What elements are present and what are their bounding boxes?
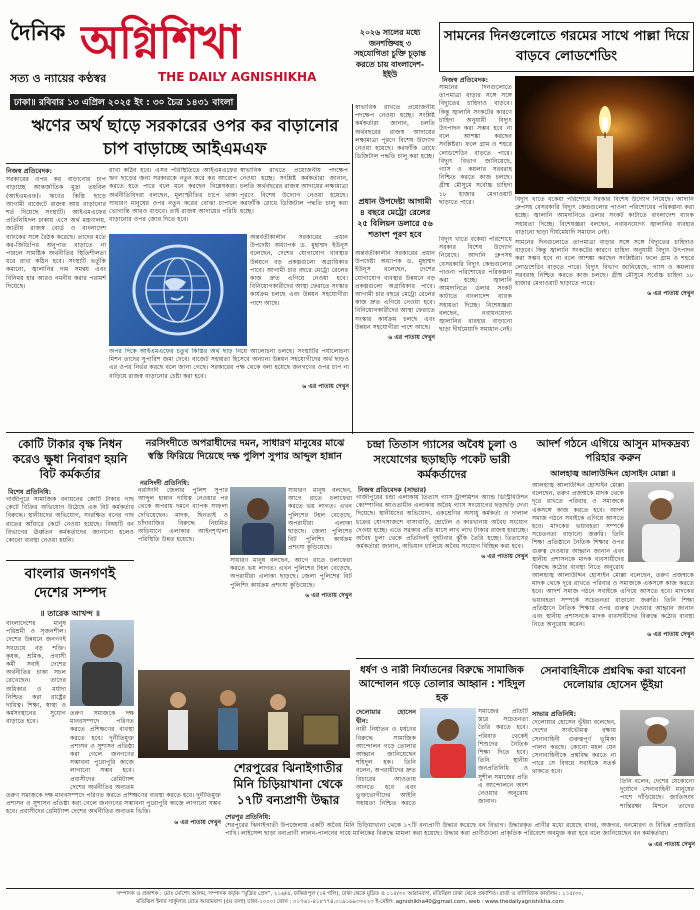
- interim-col: [355, 250, 435, 430]
- jonogon-col2: [6, 792, 221, 888]
- loadshed-text-2: বিদ্যুৎ খাতে বকেয়া পরিশোধে সরকার বিশেষ উদ্যোগ নিয়েছে। আদানি গ্রুপসহ বেসরকারি বিদ্যুৎ কেন্দ্রগুলোর পাওনা পরিশোধের পরিকল্পনা করা হচ্ছে। জ্বালানি আমদানিতে ডলার সংকট কাটাতে বাংলাদেশ ব্যাংক সহায়তা দিচ্ছে। বিশেষজ্ঞরা বলছেন, নবায়নযোগ্য জ্বালানির ব্যবহার বাড়ানো ছাড়া দীর্ঘমেয়াদি সমাধান নেই।: [515, 196, 694, 236]
- crowd-icon: [138, 670, 350, 758]
- loadshed-byline: নিজস্ব প্রতিবেদক:: [442, 76, 489, 84]
- jonogon-text-1: বাংলাদেশের মানুষ পরিশ্রমী ও সৃজনশীল। দেশের উন্নয়নে জনগণই সবচেয়ে বড় শক্তি। কৃষক, শ্রমিক, প্রবাসী কর্মী সবাই দেশের অর্থনীতির চাকা সচল রেখেছেন। তাদের অধিকার ও মর্যাদা নিশ্চিত করা রাষ্ট্রের দায়িত্ব। শিক্ষা, স্বাস্থ্য ও কর্মসংস্থানের সুযোগ বাড়াতে হবে।: [6, 620, 66, 726]
- footer-line-2[interactable]: মতিঝিল ইনার সার্কুলার রোড আরামবাগ (৫ম তলা) ঢাকা-১০০০। ফোন : ০১৭৬১-৪১৮৭৭৪,০১৯১৬৯৩৩২২৩ ই-মেইল: agnishikha40@gmail.com, web : www.thedailyagnishikha.com: [136, 899, 564, 905]
- footer: [6, 890, 694, 908]
- jonogon-photo: [70, 620, 134, 706]
- titas-byline: নিজস্ব প্রতিবেদক (সাভার): [358, 486, 427, 494]
- loadshed-col3: [439, 236, 512, 426]
- interim-col-top: [355, 104, 435, 194]
- nars-headline[interactable]: নরসিংদীতে অপরাধীদের দমন, সাধারণ মানুষের মাঝে স্বস্তি ফিরিয়ে দিয়েছে দক্ষ পুলিশ সুপার আব্দুল হান্নান: [145, 438, 345, 462]
- army-headline[interactable]: সেনাবাহিনীকে প্রশ্নবিদ্ধ করা যাবেনা দেলোয়ার হোসেন ভূঁইয়া: [540, 665, 686, 691]
- tree-headline[interactable]: কোটি টাকার বৃক্ষ নিধন করেও ক্ষুধা নিবারণ হয়নি বিট কর্মকর্তার: [12, 437, 128, 481]
- nars-col2: [230, 557, 352, 665]
- women-text-2: সমাজের প্রতিটি স্তরে সচেতনতা তৈরি করতে হবে। পরিবার থেকেই শিশুদের নৈতিক শিক্ষা দিতে হবে। তিনি স্থানীয় জনপ্রতিনিধি ও সুশীল সমাজের প্রতি এ আন্দোলনে অংশ নেওয়ার অনুরোধ জানান।: [478, 708, 528, 806]
- divider: [356, 658, 694, 659]
- police-photo: [230, 487, 286, 555]
- loadshed-text-1: সামনের দিনগুলোতে তাপমাত্রা বাড়ার সঙ্গে সঙ্গে বিদ্যুতের চাহিদাও বাড়বে। কিন্তু জ্বালানি সংকটের কারণে চাহিদা অনুযায়ী বিদ্যুৎ উৎপাদন করা সম্ভব হবে না বলে আশঙ্কা করছেন সংশ্লিষ্টরা। ফলে গ্রাম ও শহরে লোডশেডিং বাড়তে পারে। বিদ্যুৎ বিভাগ জানিয়েছে, গ্যাস ও কয়লার সরবরাহ নিশ্চিত করতে কাজ চলছে। গ্রীষ্ম মৌসুমে সর্বোচ্চ চাহিদা ১৮ হাজার মেগাওয়াট ছাড়াতে পারে।: [439, 84, 512, 206]
- imf-col2: [109, 167, 237, 231]
- imf-lower: [109, 348, 349, 430]
- titas-headline[interactable]: চন্দ্রা তিতাস গ্যাসের অবৈধ চুলা ও সংযোগের ছড়াছড়ি পকেট ভারী কর্মকর্তাদের: [366, 438, 518, 481]
- jonogon-col3: [70, 710, 134, 790]
- zoo-continued[interactable]: ৬ এর পাতায় দেখুন: [648, 840, 695, 848]
- imf-text-1: সরকারের ওপর কর বাড়ানোর চাপ বাড়াচ্ছে আন্তর্জাতিক মুদ্রা তহবিল (আইএমএফ)। ঋণের কিস্তি ছাড়ে আগামী বাজেটে রাজস্ব আয় বাড়ানোর শর্ত দিয়েছে সংস্থাটি। আইএমএফের প্রতিনিধিদল ঢাকায় এসে অর্থ মন্ত্রণালয়, জাতীয় রাজস্ব বোর্ড ও বাংলাদেশ ব্যাংকের সঙ্গে বৈঠক করেছে। তাদের মতে কর-জিডিপির অনুপাত বাড়াতে না পারলে সামষ্টিক অর্থনীতির স্থিতিশীলতা ধরে রাখা কঠিন হবে। সংস্থাটি ভর্তুকি কমানো, জ্বালানির দাম সমন্বয় এবং বিনিময় হার আরও নমনীয় করার পরামর্শ দিয়েছে।: [6, 176, 106, 290]
- nars-byline: নরসিংদী প্রতিনিধি:: [140, 479, 190, 487]
- nars-col1: [138, 487, 228, 637]
- person-icon: [620, 710, 694, 776]
- women-headline[interactable]: ধর্ষণ ও নারী নির্যাতনের বিরুদ্ধে সামাজিক আন্দোলন গড়ে তোলার আহ্বান : শহিদুল হক: [358, 665, 526, 704]
- adarsha-headline[interactable]: আদর্শ গঠনে এগিয়ে আসুন মাদকদ্রব্য পরিহার করুন: [536, 438, 690, 464]
- tree-body: গাজীপুরে সামাজিক বনায়নের কোটি টাকার গাছ কেটে বিক্রির অভিযোগ উঠেছে এক বিট কর্মকর্তার বিরুদ্ধে। স্থানীয়দের অভিযোগ, সংরক্ষিত বনের গাছ রাতের আঁধারে কেটে নেওয়া হয়েছে। বিষয়টি বন বিভাগের ঊর্ধ্বতন কর্মকর্তাদের জানানো হলেও কোনো ব্যবস্থা নেওয়া হয়নি।: [6, 496, 134, 545]
- loadshed-continued[interactable]: ৬ এর পাতায় দেখুন: [647, 290, 694, 298]
- titas-text: গাজীপুরের চন্দ্রা এলাকায় তিতাস গ্যাস ট্রান্সমিশন অ্যান্ড ডিস্ট্রিবিউশন কোম্পানির আওতাধীন এলাকায় অবৈধ গ্যাস সংযোগের ছড়াছড়ি দেখা দিয়েছে। স্থানীয়দের অভিযোগ, একশ্রেণির অসাধু কর্মকর্তা ও দালাল চক্রের যোগসাজশে বাসাবাড়ি, হোটেল ও কারখানায় অবৈধ সংযোগ দেওয়া হচ্ছে। এতে সরকার প্রতি মাসে লাখ লাখ টাকার রাজস্ব হারাচ্ছে। অবৈধ চুলা থেকে প্রতিদিনই দুর্ঘটনার ঝুঁকি তৈরি হচ্ছে। তিতাসের কর্মকর্তারা জানান, অভিযান চালিয়ে অবৈধ সংযোগ বিচ্ছিন্ন করা হবে।: [356, 494, 528, 551]
- nars-continued[interactable]: ৬ এর পাতায় দেখুন: [305, 591, 352, 599]
- imf-text-lower: অপর দিকে আইএমএফের চতুর্থ কিস্তির অর্থ ছাড় নিয়ে আলোচনা চলছে। সংস্থাটির পর্যালোচনা মিশন তাদের সুপারিশ জমা দেবে। বাজেট সহায়তা হিসেবে অন্যান্য উন্নয়ন সহযোগীদের অর্থ ছাড়ও এর ওপর নির্ভর করছে বলে জানা গেছে। সরকারের পক্ষ থেকে বলা হয়েছে জনগণের ওপর চাপ না বাড়িয়ে রাজস্ব বাড়ানোর চেষ্টা করা হবে।: [109, 348, 349, 380]
- jonogon-col1: [6, 620, 66, 790]
- army-col1: [532, 710, 616, 810]
- masthead-english-name: THE DAILY AGNISHIKHA: [158, 70, 317, 84]
- titas-col: [356, 494, 528, 654]
- zoo-col: [225, 813, 695, 883]
- adarsha-text-2: আলহাজ্ব আলাউদ্দিন হোসাইন মোল্লা বলেছেন, তরুণ প্রজন্মকে মাদক থেকে দূরে রাখতে পরিবার ও সমাজকে একসঙ্গে কাজ করতে হবে। আদর্শ সমাজ গঠনে সবাইকে এগিয়ে আসতে হবে। মাদকের ভয়াবহতা সম্পর্কে সচেতনতা বাড়ানো জরুরি। তিনি শিক্ষা প্রতিষ্ঠানে নৈতিক শিক্ষার ওপর গুরুত্ব দেওয়ার আহ্বান জানান এবং স্থানীয় প্রশাসনকে মাদক ব্যবসায়ীদের বিরুদ্ধে কঠোর ব্যবস্থা নিতে অনুরোধ করেন।: [532, 572, 694, 629]
- imf-col3: [240, 167, 348, 231]
- women-col2: [478, 708, 528, 808]
- loadshed-text-4: বিদ্যুৎ খাতে বকেয়া পরিশোধে সরকার বিশেষ উদ্যোগ নিয়েছে। আদানি গ্রুপসহ বেসরকারি বিদ্যুৎ কেন্দ্রগুলোর পাওনা পরিশোধের পরিকল্পনা করা হচ্ছে। জ্বালানি আমদানিতে ডলার সংকট কাটাতে বাংলাদেশ ব্যাংক সহায়তা দিচ্ছে। বিশেষজ্ঞরা বলছেন, নবায়নযোগ্য জ্বালানির ব্যবহার বাড়ানো ছাড়া দীর্ঘমেয়াদি সমাধান নেই।: [439, 236, 512, 334]
- person-icon: [628, 482, 694, 562]
- jonogon-text-3: তরুণ সমাজকে দক্ষ মানবসম্পদে পরিণত করতে প্রশিক্ষণের ব্যবস্থা করতে হবে। দুর্নীতিমুক্ত প্রশাসন ও সুশাসন প্রতিষ্ঠা করা গেলে জনগণের সম্ভাবনা পুরোপুরি কাজে লাগানো সম্ভব হবে। প্রবাসীদের রেমিট্যান্স দেশের অর্থনীতির অন্যতম: [70, 710, 134, 790]
- person-icon: [70, 620, 134, 706]
- adarsha-photo: [628, 482, 694, 562]
- adarsha-subhead: আলহাজ্ব আলাউদ্দিন হোসাইন মোল্লা ॥: [550, 469, 676, 478]
- imf-text-2: রাখা কঠিন হবে। এসব পরিস্থিতিতে আইএমএফের ঋণ ছাড়ের জন্য সরকারকে নতুন করে কর আরোপ করতে হতে পারে বলে মনে করছেন বিশ্লেষকরা। অর্থনীতিবিদরা বলছেন, মূল্যস্ফীতির চাপে থাকা সাধারণ মানুষের ওপর নতুন করের বোঝা চাপালে ভোগান্তি আরও বাড়বে। তাই রাজস্ব আদায়ের পরিধি বাড়ানোর ওপর জোর দিতে হবে।: [109, 167, 237, 224]
- masthead-logo: অগ্নিশিখা: [80, 15, 241, 69]
- footer-divider: [6, 888, 694, 889]
- imf-logo-photo: [109, 234, 247, 346]
- zoo-headline[interactable]: শেরপুরের ঝিনাইগাতীর মিনি চিড়িয়াখানা থেকে ১৭টি বন্যপ্রাণী উদ্ধার: [233, 761, 343, 807]
- nars-text-3: সাধারণ মানুষ বলছেন, আগে রাতে চলাফেরা করতে ভয় লাগত। এখন পুলিশের টহল বেড়েছে, অপরাধীরা এলাকা ছাড়ছে। জেলা পুলিশের বিট পুলিশিং কার্যক্রম প্রশংসা কুড়িয়েছে।: [288, 487, 352, 552]
- imf-text-3: স্বাভাবিক রাখতে প্রয়োজনীয় পদক্ষেপ নেওয়া হচ্ছে। সংশ্লিষ্ট কর্মকর্তারা জানান, চলতি অর্থবছরের রাজস্ব আদায়ের লক্ষ্যমাত্রা পূরণে বিশেষ উদ্যোগ নেওয়া হয়েছে। করফাঁকি রোধে ডিজিটাল পদ্ধতি চালু করা হচ্ছে।: [240, 167, 348, 216]
- dateline: ঢাকা॥ রবিবার ১৩ এপ্রিল ২০২৫ ইং : ৩০ চৈত্র ১৪৩১ বাংলা: [10, 94, 237, 110]
- column-divider: [352, 104, 353, 434]
- loadshed-box: [439, 22, 694, 72]
- zoo-byline: শেরপুর প্রতিনিধি:: [225, 813, 271, 821]
- army-photo: [620, 710, 694, 776]
- imf-seal-icon: [109, 234, 247, 346]
- jonogon-text-2: তরুণ সমাজকে দক্ষ মানবসম্পদে পরিণত করতে প্রশিক্ষণের ব্যবস্থা করতে হবে। দুর্নীতিমুক্ত প্রশাসন ও সুশাসন প্রতিষ্ঠা করা গেলে জনগণের সম্ভাবনা পুরোপুরি কাজে লাগানো সম্ভব হবে। প্রবাসীদের রেমিট্যান্স দেশের অর্থনীতির অন্যতম ভিত্তি।: [6, 792, 221, 816]
- person-icon: [420, 708, 476, 778]
- promo-text: ২০২৬ সালের মধ্যে জনশক্তিবহ ৩ সহযোগিতা চুক্তি চূড়ান্ত করতে চায় বাংলাদেশ-ইইউ: [354, 28, 426, 79]
- imf-text-4: অন্তর্বর্তীকালীন সরকারের প্রধান উপদেষ্টা অধ্যাপক ড. মুহাম্মদ ইউনূস বলেছেন, দেশের যোগাযোগ ব্যবস্থার উন্নয়নে বড় প্রকল্পগুলো অগ্রাধিকার পাবে। আগামী চার বছরে মেট্রো রেলের কাজ দ্রুত এগিয়ে নেওয়া হবে। বিনিয়োগকারীদের আস্থা ফেরাতে সংস্কার কার্যক্রম চলছে এবং উন্নয়ন সহযোগীরা পাশে আছে।: [250, 234, 348, 307]
- interim-headline[interactable]: প্রধান উপদেষ্টা আগামী ৪ বছরে মেট্রো রেলের ২৫ বিলিয়ন ডলারে ৫৬ শতাংশ পূরণ হবে: [357, 197, 433, 239]
- adarsha-col2: [532, 572, 694, 662]
- divider: [6, 432, 694, 433]
- masthead-tagline: সত্য ও ন্যায়ের কণ্ঠস্বর: [10, 72, 107, 85]
- nars-text-2: সাধারণ মানুষ বলছেন, আগে রাতে চলাফেরা করতে ভয় লাগত। এখন পুলিশের টহল বেড়েছে, অপরাধীরা এলাকা ছাড়ছে। জেলা পুলিশের বিট পুলিশিং কার্যক্রম প্রশংসা কুড়িয়েছে।: [230, 557, 352, 589]
- jonogon-headline[interactable]: বাংলার জনগণই দেশের সম্পদ: [24, 566, 116, 601]
- tree-byline: বিশেষ প্রতিনিধি:: [8, 488, 52, 496]
- loadshed-col2: [515, 196, 694, 426]
- divider: [6, 163, 350, 164]
- promo-box[interactable]: [352, 28, 428, 102]
- nars-col3: [288, 487, 352, 555]
- army-text-2: তিনি বলেন, দেশের যেকোনো দুর্যোগে সেনাবাহিনী মানুষের পাশে দাঁড়িয়েছে। জাতিসংঘ শান্তিরক্ষা মিশনে তাদের: [620, 778, 694, 810]
- adarsha-continued[interactable]: ৬ এর পাতায় দেখুন: [647, 631, 694, 639]
- interim-text-top: স্বাভাবিক রাখতে প্রয়োজনীয় পদক্ষেপ নেওয়া হচ্ছে। সংশ্লিষ্ট কর্মকর্তারা জানান, চলতি অর্থবছরের রাজস্ব আদায়ের লক্ষ্যমাত্রা পূরণে বিশেষ উদ্যোগ নেওয়া হয়েছে। করফাঁকি রোধে ডিজিটাল পদ্ধতি চালু করা হচ্ছে।: [355, 104, 435, 161]
- loadshed-headline[interactable]: সামনের দিনগুলোতে গরমের সাথে পাল্লা দিয়ে বাড়বে লোডশেডিং: [443, 28, 690, 64]
- imf-col4: [250, 234, 348, 346]
- imf-headline[interactable]: ঋণের অর্থ ছাড়ে সরকারের ওপর কর বাড়ানোর চাপ বাড়াচ্ছে আইএমএফ: [31, 116, 339, 158]
- jonogon-continued[interactable]: ৬ এর পাতায় দেখুন: [174, 818, 221, 826]
- interim-continued[interactable]: ৬ এর পাতায় দেখুন: [388, 334, 435, 342]
- imf-byline: নিজস্ব প্রতিবেদক:: [6, 167, 53, 175]
- zoo-text: শেরপুরের ঝিনাইগাতী উপজেলায় একটি অবৈধ মিনি চিড়িয়াখানা থেকে ১৭টি বন্যপ্রাণী উদ্ধার করেছে বন বিভাগ। উদ্ধারকৃত প্রাণীর মধ্যে রয়েছে বানর, অজগর, বনমোরগ ও বিভিন্ন প্রজাতির পাখি। লাইসেন্স ছাড়া বন্যপ্রাণী লালন-পালনের দায়ে মালিকের বিরুদ্ধে মামলা করা হয়েছে। উদ্ধার করা প্রাণীগুলো প্রাকৃতিক পরিবেশে অবমুক্ত করা হবে বলে জানিয়েছেন বন কর্মকর্তারা।: [225, 822, 695, 838]
- jonogon-byline: ॥ তারেক আখন্দ ॥: [40, 609, 100, 618]
- masthead-prefix: দৈনিক: [10, 20, 66, 46]
- tree-text: [6, 496, 134, 552]
- interim-text: অন্তর্বর্তীকালীন সরকারের প্রধান উপদেষ্টা অধ্যাপক ড. মুহাম্মদ ইউনূস বলেছেন, দেশের যোগাযোগ ব্যবস্থার উন্নয়নে বড় প্রকল্পগুলো অগ্রাধিকার পাবে। আগামী চার বছরে মেট্রো রেলের কাজ দ্রুত এগিয়ে নেওয়া হবে। বিনিয়োগকারীদের আস্থা ফেরাতে সংস্কার কার্যক্রম চলছে এবং উন্নয়ন সহযোগীরা পাশে আছে।: [355, 250, 435, 331]
- titas-continued[interactable]: ৬ এর পাতায় দেখুন: [481, 553, 528, 561]
- women-col1: [356, 708, 416, 808]
- adarsha-col1: [532, 482, 624, 572]
- army-col2: [620, 778, 694, 810]
- loadshed-col1: [439, 84, 512, 234]
- loadshed-text-3: সামনের দিনগুলোতে তাপমাত্রা বাড়ার সঙ্গে সঙ্গে বিদ্যুতের চাহিদাও বাড়বে। কিন্তু জ্বালানি সংকটের কারণে চাহিদা অনুযায়ী বিদ্যুৎ উৎপাদন করা সম্ভব হবে না বলে আশঙ্কা করছেন সংশ্লিষ্টরা। ফলে গ্রাম ও শহরে লোডশেডিং বাড়তে পারে। বিদ্যুৎ বিভাগ জানিয়েছে, গ্যাস ও কয়লার সরবরাহ নিশ্চিত করতে কাজ চলছে। গ্রীষ্ম মৌসুমে সর্বোচ্চ চাহিদা ১৮ হাজার মেগাওয়াট ছাড়াতে পারে।: [515, 239, 694, 288]
- candle-icon: [515, 76, 694, 194]
- women-photo: [420, 708, 476, 778]
- divider: [6, 560, 134, 561]
- zoo-photo: [138, 670, 350, 758]
- adarsha-text-1: আলহাজ্ব আলাউদ্দিন হোসাইন মোল্লা বলেছেন, তরুণ প্রজন্মকে মাদক থেকে দূরে রাখতে পরিবার ও সমাজকে একসঙ্গে কাজ করতে হবে। আদর্শ সমাজ গঠনে সবাইকে এগিয়ে আসতে হবে। মাদকের ভয়াবহতা সম্পর্কে সচেতনতা বাড়ানো জরুরি। তিনি শিক্ষা প্রতিষ্ঠানে নৈতিক শিক্ষার ওপর গুরুত্ব দেওয়ার আহ্বান জানান এবং স্থানীয় প্রশাসনকে মাদক ব্যবসায়ীদের বিরুদ্ধে কঠোর ব্যবস্থা নিতে অনুরোধ: [532, 482, 624, 572]
- candle-photo: [515, 76, 694, 194]
- army-text-1: দেলোয়ার হোসেন ভূঁইয়া বলেছেন, দেশের সার্বভৌমত্ব রক্ষায় সেনাবাহিনী গুরুত্বপূর্ণ ভূমিকা পালন করছে। কোনো মহল যেন সেনাবাহিনীকে প্রশ্নবিদ্ধ করতে না পারে সে বিষয়ে সবাইকে সতর্ক থাকতে হবে।: [532, 719, 616, 776]
- women-text-1: নারী নির্যাতন ও ধর্ষণের বিরুদ্ধে সামাজিক আন্দোলন গড়ে তোলার আহ্বান জানিয়েছেন শহিদুল হক। তিনি বলেন, অপরাধীদের দ্রুত বিচারের আওতায় আনতে হবে এবং ভুক্তভোগীদের আইনি সহায়তা নিশ্চিত করতে: [356, 726, 416, 808]
- army-byline: সাভার প্রতিনিধি:: [532, 710, 577, 718]
- nars-text-1: নরসিংদী জেলার পুলিশ সুপার আব্দুল হান্নান দায়িত্ব নেওয়ার পর থেকে অপরাধ দমনে ব্যাপক সাফল্য দেখিয়েছেন। মাদক, ছিনতাই ও চাঁদাবাজির বিরুদ্ধে নিয়মিত অভিযানে এলাকার আইনশৃঙ্খলা পরিস্থিতি উন্নত হয়েছে।: [138, 487, 228, 544]
- footer-line-1: সম্পাদক ও প্রকাশক : মোঃ মোশেদ আলম, সম্পাদক কর্তৃক “মুদ্রিত প্রেস”, ২১৬/এ, ফকিরাপুল (১ম গলি), ঢাকা থেকে মুদ্রিত ও ১১৫/৩০ আরামবাগ, মতিঝিল ঢাকা থেকে প্রকাশিত। বার্তা ও বাণিজ্যিক কার্যালয় : ১১৫/৩০,: [116, 891, 584, 897]
- women-byline: দেলোয়ার হোসেন দ্বীন:: [356, 708, 416, 726]
- masthead: [6, 6, 356, 110]
- imf-continued[interactable]: ৬ এর পাতায় দেখুন: [302, 382, 349, 390]
- person-icon: [230, 487, 286, 555]
